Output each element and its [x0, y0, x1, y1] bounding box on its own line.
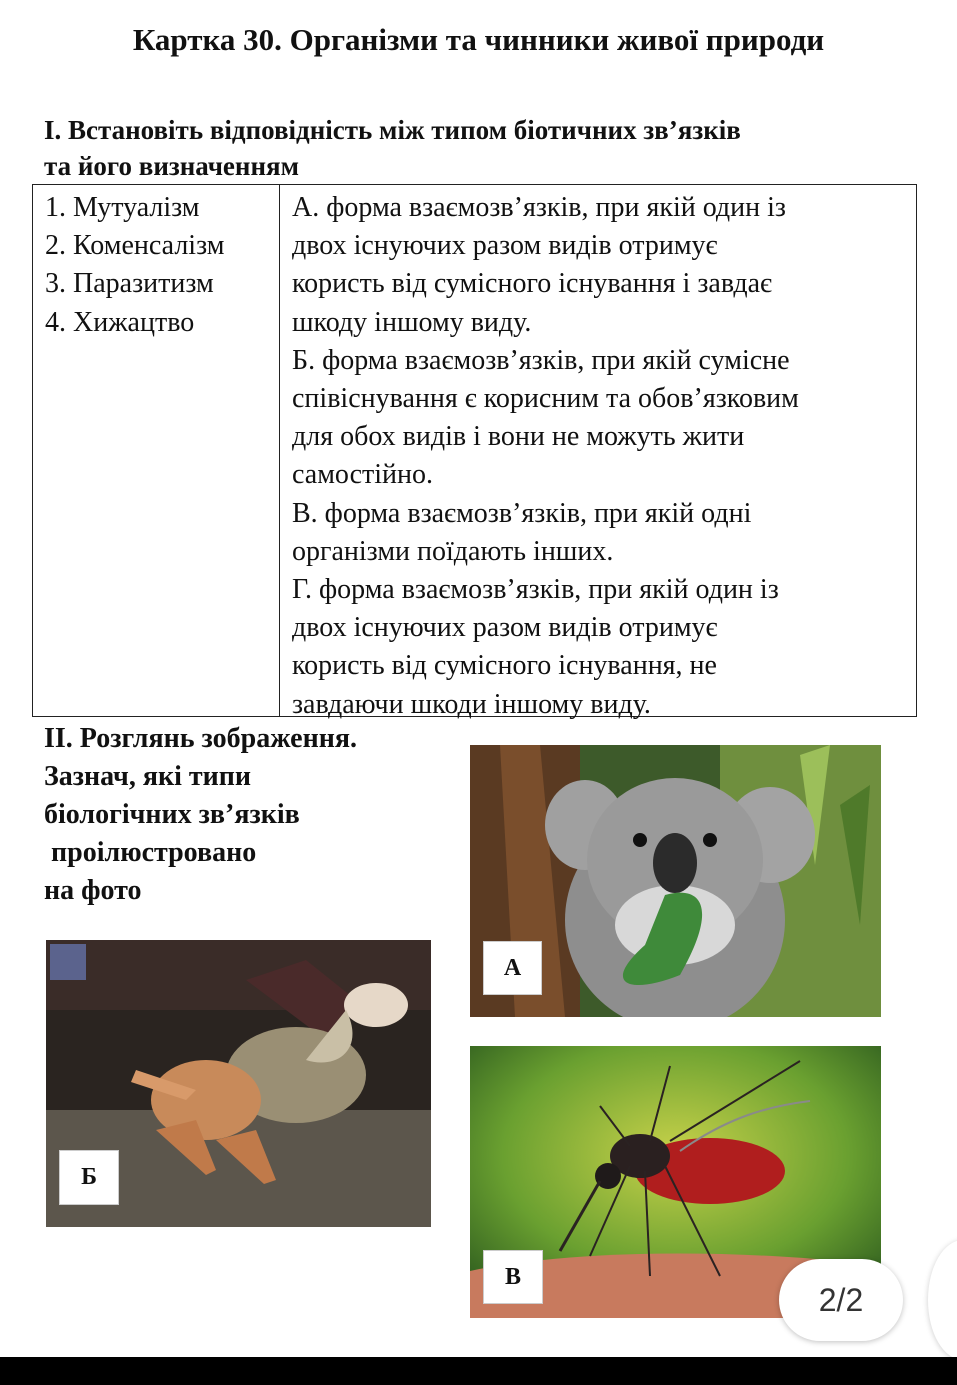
definition-line: Г. форма взаємозв’язків, при якій один із	[292, 574, 779, 606]
definitions-column	[292, 189, 904, 724]
section-1-heading	[44, 112, 741, 184]
section-2-line: проілюстровано	[44, 837, 257, 868]
definition-line: Б. форма взаємозв’язків, при якій сумісне	[292, 344, 790, 376]
section-1-heading-line-1: І. Встановіть відповідність між типом біотичних зв’язків	[44, 115, 741, 145]
section-2-heading	[44, 720, 357, 910]
type-item: 1. Мутуалізм	[45, 192, 200, 223]
section-2-line: Зазнач, які типи	[44, 761, 252, 792]
definition-line: організми поїдають інших.	[292, 535, 614, 567]
section-2-line: ІІ. Розглянь зображення.	[44, 723, 357, 754]
table-divider	[279, 185, 280, 716]
page-indicator: 2/2	[779, 1259, 903, 1341]
photo-label-b: Б	[59, 1150, 119, 1205]
section-2-line: на фото	[44, 875, 142, 906]
type-item: 3. Паразитизм	[45, 268, 214, 300]
section-1-heading-line-2: та його визначенням	[44, 151, 300, 181]
definition-line: користь від сумісного існування, не	[292, 650, 717, 682]
page-title: Картка 30. Організми та чинники живої природи	[132, 22, 825, 57]
definition-line: шкоду іншому виду.	[292, 306, 532, 338]
type-item: 4. Хижацтво	[45, 306, 195, 338]
type-item: 2. Коменсалізм	[45, 230, 225, 262]
hermit-crab-photo	[46, 940, 431, 1227]
section-2-line: біологічних зв’язків	[44, 799, 300, 830]
photo-label-a: А	[483, 941, 542, 995]
bottom-bar	[0, 1357, 957, 1385]
definition-line: В. форма взаємозв’язків, при якій одні	[292, 497, 752, 529]
definition-line: користь від сумісного існування і завдає	[292, 268, 773, 300]
definition-line: А. форма взаємозв’язків, при якій один із	[292, 192, 786, 223]
definition-line: двох існуючих разом видів отримує	[292, 230, 718, 262]
side-nav-button[interactable]	[928, 1240, 957, 1360]
definition-line: самостійно.	[292, 459, 434, 491]
photo-label-v: В	[483, 1250, 543, 1304]
relationship-types-column	[45, 189, 224, 342]
definition-line: завдаючи шкоди іншому виду.	[292, 688, 651, 720]
definition-line: співіснування є корисним та обов’язковим	[292, 383, 799, 415]
matching-table	[32, 184, 917, 720]
definition-line: для обох видів і вони не можуть жити	[292, 421, 745, 453]
koala-photo	[470, 745, 881, 1017]
definition-line: двох існуючих разом видів отримує	[292, 612, 718, 644]
